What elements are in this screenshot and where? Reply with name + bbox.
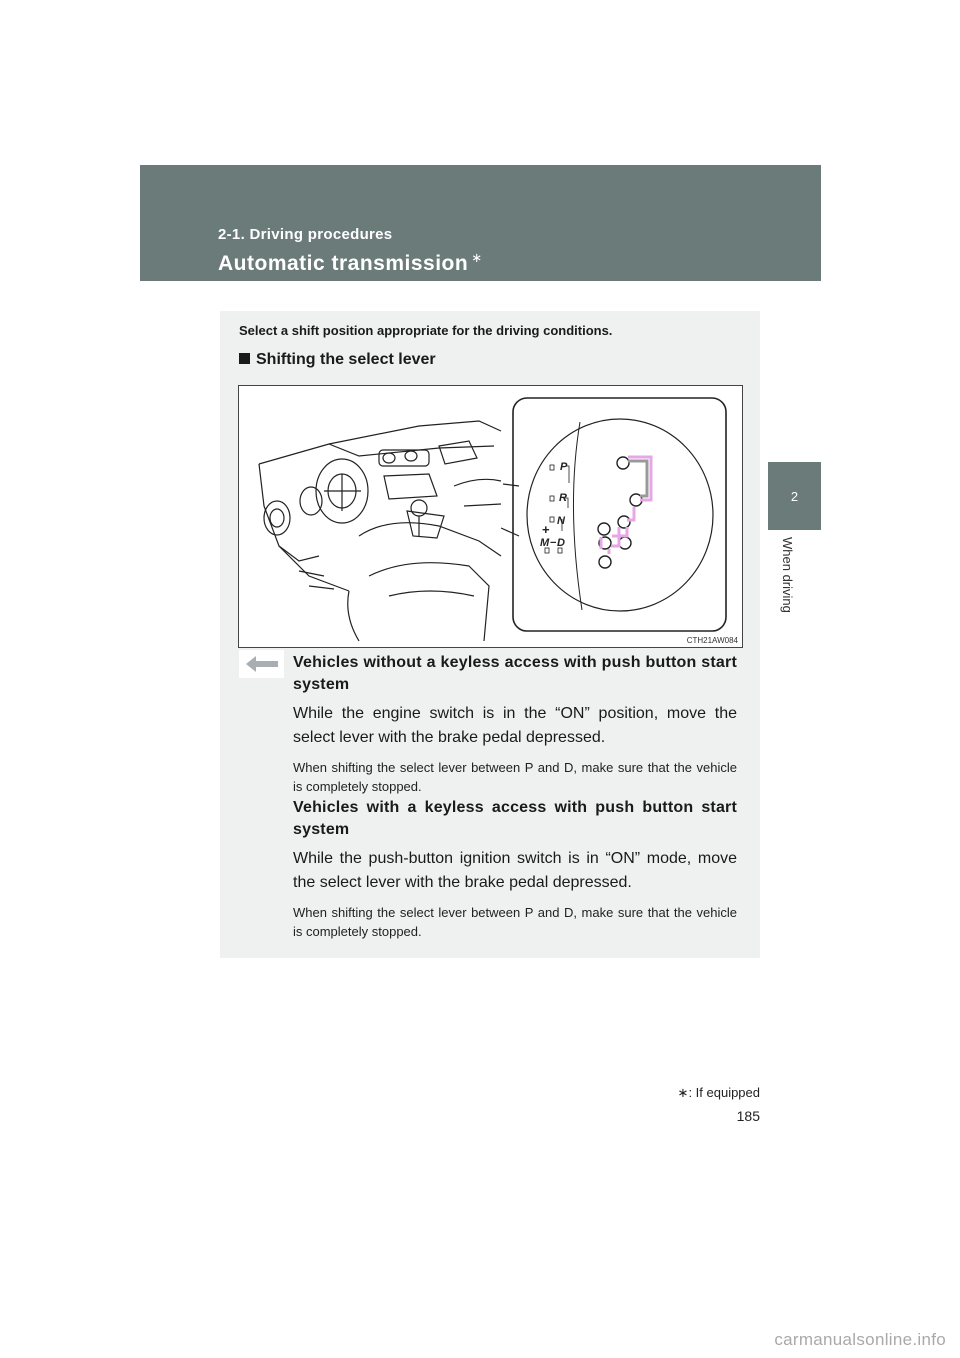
gate-label-r: R bbox=[559, 492, 567, 504]
gate-label-d: D bbox=[557, 537, 565, 549]
gate-label-plus: + bbox=[542, 522, 550, 537]
block-heading: Vehicles with a keyless access with push button start system bbox=[293, 799, 737, 838]
square-bullet-icon bbox=[239, 353, 250, 364]
gate-label-minus: − bbox=[550, 537, 557, 549]
block-heading: Vehicles without a keyless access with push button start system bbox=[293, 654, 737, 693]
if-equipped-mark: ∗ bbox=[471, 250, 483, 265]
block-note: When shifting the select lever between P and D, make sure that the vehicle is completely stopped. bbox=[293, 760, 737, 794]
gate-label-m: M bbox=[540, 537, 550, 549]
gate-label-n: N bbox=[557, 515, 565, 527]
page-title-text: Automatic transmission bbox=[218, 252, 469, 275]
page-number: 185 bbox=[736, 1108, 760, 1124]
subheading bbox=[239, 351, 436, 369]
shift-lever-illustration bbox=[238, 385, 743, 648]
dashboard-drawing bbox=[259, 421, 501, 641]
shift-gate-inset bbox=[501, 398, 726, 631]
intro-text: Select a shift position appropriate for the driving conditions. bbox=[239, 323, 613, 338]
block-note: When shifting the select lever between P and D, make sure that the vehicle is completely stopped. bbox=[293, 905, 737, 939]
gate-label-p: P bbox=[560, 461, 568, 473]
illustration-svg bbox=[239, 386, 742, 647]
block-body: While the push-button ignition switch is in “ON” mode, move the select lever with the brake pedal depressed. bbox=[293, 850, 737, 891]
page-title bbox=[218, 250, 483, 276]
footnote: ∗: If equipped bbox=[677, 1085, 760, 1100]
left-arrow-icon bbox=[246, 656, 278, 672]
text-block-with-keyless bbox=[293, 797, 737, 941]
chapter-label: When driving bbox=[780, 537, 795, 613]
section-label: 2-1. Driving procedures bbox=[218, 226, 393, 243]
figure-code: CTH21AW084 bbox=[686, 636, 738, 645]
watermark: carmanualsonline.info bbox=[774, 1330, 946, 1349]
text-block-without-keyless bbox=[293, 652, 737, 796]
subheading-text: Shifting the select lever bbox=[256, 351, 436, 368]
arrow-indicator bbox=[239, 650, 284, 678]
chapter-side-label bbox=[775, 537, 815, 627]
chapter-tab: 2 bbox=[768, 462, 821, 530]
block-body: While the engine switch is in the “ON” position, move the select lever with the brake pedal depressed. bbox=[293, 705, 737, 746]
